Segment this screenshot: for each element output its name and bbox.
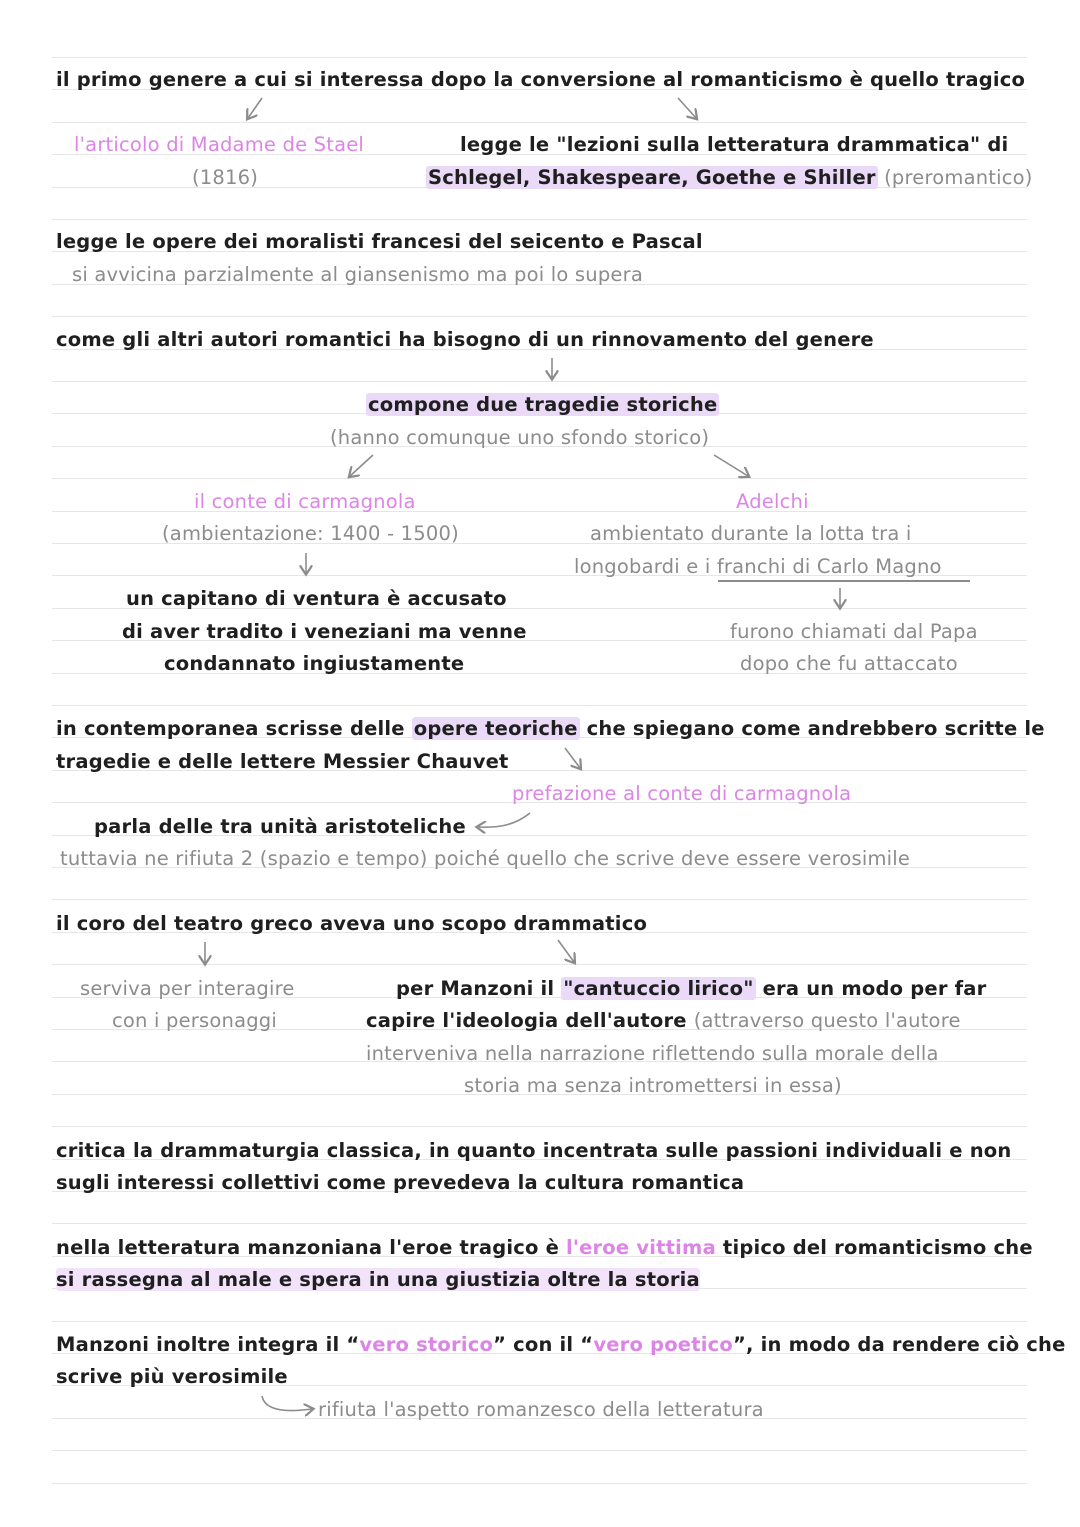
year-1816: (1816) bbox=[192, 166, 259, 189]
vero-poetico: vero poetico bbox=[593, 1333, 733, 1356]
ruled-line bbox=[52, 899, 1027, 900]
arrow-to-adelchi bbox=[714, 455, 748, 476]
eroe-vittima: l'eroe vittima bbox=[566, 1236, 716, 1259]
rassegna-text: si rassegna al male e spera in una giustizia oltre la storia bbox=[56, 1268, 700, 1291]
vero-storico: vero storico bbox=[359, 1333, 494, 1356]
capitano-line-1: un capitano di ventura è accusato bbox=[126, 587, 507, 610]
prefazione-text: prefazione al conte di carmagnola bbox=[512, 782, 852, 805]
ruled-line bbox=[52, 219, 1027, 220]
arrow-to-madame bbox=[248, 98, 262, 118]
critica-line-2: sugli interessi collettivi come prevedeva la cultura romantica bbox=[56, 1171, 745, 1194]
scrive-text: scrive più verosimile bbox=[56, 1365, 288, 1388]
papa-line-1: furono chiamati dal Papa bbox=[730, 620, 978, 643]
rinnovamento-text: come gli altri autori romantici ha bisogno di un rinnovamento del genere bbox=[56, 328, 874, 351]
ruled-line bbox=[52, 705, 1027, 706]
chauvet-line: tragedie e delle lettere Messier Chauvet bbox=[56, 750, 509, 773]
ruled-line bbox=[52, 1483, 1027, 1484]
ruled-line bbox=[52, 381, 1027, 382]
critica-line-1: critica la drammaturgia classica, in quanto incentrata sulle passioni individuali e non bbox=[56, 1139, 1012, 1162]
adelchi-title: Adelchi bbox=[736, 490, 809, 513]
rifiuta-text: tuttavia ne rifiuta 2 (spazio e tempo) poiché quello che scrive deve essere verosimile bbox=[60, 847, 911, 870]
arrow-to-lezioni bbox=[678, 98, 696, 118]
interveniva-text: interveniva nella narrazione riflettendo sulla morale della bbox=[366, 1042, 939, 1065]
schlegel-line bbox=[426, 166, 1033, 190]
schlegel-names: Schlegel, Shakespeare, Goethe e Shiller bbox=[428, 166, 876, 189]
giansenismo-text: si avvicina parzialmente al giansenismo ma poi lo supera bbox=[72, 263, 643, 286]
papa-line-2: dopo che fu attaccato bbox=[740, 652, 958, 675]
vero-line: Manzoni inoltre integra il “vero storico” con il “vero poetico”, in modo da rendere ciò che bbox=[56, 1333, 1066, 1356]
teoriche-line: in contemporanea scrisse delle opere teoriche che spiegano come andrebbero scritte le bbox=[56, 717, 1045, 740]
compone-heading: compone due tragedie storiche bbox=[368, 393, 718, 416]
arrow-to-cantuccio bbox=[558, 940, 574, 962]
storia-text: storia ma senza intromettersi in essa) bbox=[464, 1074, 842, 1097]
ambientazione-text: (ambientazione: 1400 - 1500) bbox=[162, 522, 459, 545]
serviva-line-1: serviva per interagire bbox=[80, 977, 295, 1000]
sfondo-storico: (hanno comunque uno sfondo storico) bbox=[330, 426, 710, 449]
cantuccio-line: per Manzoni il "cantuccio lirico" era un modo per far bbox=[396, 977, 987, 1000]
ruled-line bbox=[52, 122, 1027, 123]
ruled-line bbox=[52, 57, 1027, 58]
ruled-line bbox=[52, 316, 1027, 317]
arrow-to-prefazione bbox=[565, 748, 580, 768]
coro-text: il coro del teatro greco aveva uno scopo drammatico bbox=[56, 912, 648, 935]
arrow-to-unita bbox=[478, 813, 530, 827]
opere-teoriche: opere teoriche bbox=[413, 717, 578, 740]
eroe-line: nella letteratura manzoniana l'eroe tragico è l'eroe vittima tipico del romanticismo che bbox=[56, 1236, 1033, 1259]
ruled-line bbox=[52, 964, 1027, 965]
serviva-line-2: con i personaggi bbox=[112, 1009, 277, 1032]
capitano-line-2: di aver tradito i veneziani ma venne bbox=[122, 620, 527, 643]
ruled-line bbox=[52, 478, 1027, 479]
capire-line: capire l'ideologia dell'autore (attraverso questo l'autore bbox=[366, 1009, 961, 1032]
unita-text: parla delle tra unità aristoteliche bbox=[94, 815, 466, 838]
arrow-to-conte bbox=[350, 455, 373, 476]
franchi-underlined: i franchi di Carlo Magno bbox=[704, 555, 942, 578]
ruled-line bbox=[52, 1223, 1027, 1224]
adelchi-line-2: longobardi e i franchi di Carlo Magno bbox=[574, 555, 942, 578]
conte-title: il conte di carmagnola bbox=[194, 490, 416, 513]
adelchi-line-1: ambientato durante la lotta tra i bbox=[590, 522, 912, 545]
ruled-line bbox=[52, 1321, 1027, 1322]
madame-de-stael: l'articolo di Madame de Stael bbox=[74, 133, 365, 156]
cantuccio-lirico: "cantuccio lirico" bbox=[563, 977, 754, 1000]
ruled-line bbox=[52, 1126, 1027, 1127]
ruled-line bbox=[52, 1450, 1027, 1451]
preromantico-text: (preromantico) bbox=[884, 166, 1033, 189]
arrow-to-romanzesco bbox=[262, 1396, 312, 1411]
lezioni-text: legge le "lezioni sulla letteratura drammatica" di bbox=[460, 133, 1009, 156]
capitano-line-3: condannato ingiustamente bbox=[164, 652, 465, 675]
romanzesco-text: rifiuta l'aspetto romanzesco della letteratura bbox=[318, 1398, 764, 1421]
moralisti-text: legge le opere dei moralisti francesi del seicento e Pascal bbox=[56, 230, 703, 253]
line-genere-tragico: il primo genere a cui si interessa dopo la conversione al romanticismo è quello tragico bbox=[56, 68, 1026, 91]
